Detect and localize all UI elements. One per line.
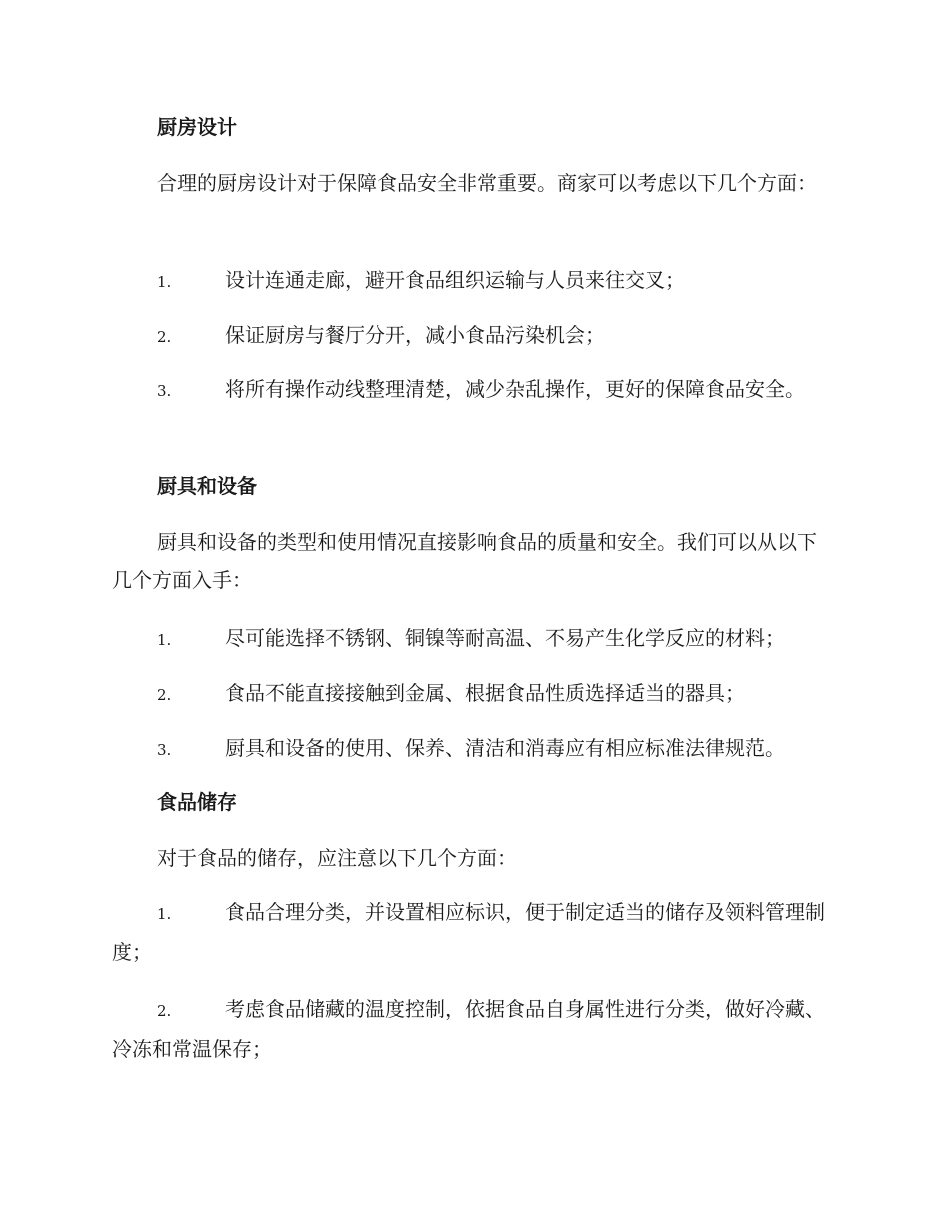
section-intro-kitchenware: 厨具和设备的类型和使用情况直接影响食品的质量和安全。我们可以从以下几个方面入手： <box>112 530 817 592</box>
list-item-number: 2. <box>157 1002 172 1020</box>
list-item <box>112 674 832 714</box>
list-item <box>112 893 832 971</box>
list-item-number: 3. <box>157 741 172 759</box>
list-item <box>112 729 832 769</box>
list-item-number: 1. <box>157 631 172 649</box>
list-item <box>112 261 832 301</box>
list-item-text: 设计连通走廊，避开食品组织运输与人员来往交叉； <box>225 268 685 292</box>
list-item-number: 1. <box>157 905 172 923</box>
list-item-number: 2. <box>157 328 172 346</box>
section-intro-kitchen-design: 合理的厨房设计对于保障食品安全非常重要。商家可以考虑以下几个方面： <box>157 171 817 195</box>
section-heading-kitchenware: 厨具和设备 <box>157 474 257 498</box>
list-item-number: 2. <box>157 686 172 704</box>
section-heading-kitchen-design: 厨房设计 <box>157 115 237 139</box>
list-item <box>112 370 832 410</box>
list-item-text: 保证厨房与餐厅分开，减小食品污染机会； <box>225 323 605 347</box>
list-item-text: 食品合理分类，并设置相应标识，便于制定适当的储存及领料管理制度； <box>112 900 825 964</box>
list-item-text: 厨具和设备的使用、保养、清洁和消毒应有相应标准法律规范。 <box>225 736 785 760</box>
list-item-text: 将所有操作动线整理清楚，减少杂乱操作，更好的保障食品安全。 <box>225 377 805 401</box>
list-item <box>112 990 832 1068</box>
list-item-text: 考虑食品储藏的温度控制，依据食品自身属性进行分类，做好冷藏、冷冻和常温保存； <box>112 997 825 1061</box>
section-intro-food-storage: 对于食品的储存，应注意以下几个方面： <box>157 846 517 870</box>
list-item-number: 3. <box>157 382 172 400</box>
list-item <box>112 619 832 659</box>
list-item <box>112 316 832 356</box>
section-heading-food-storage: 食品储存 <box>157 790 237 814</box>
list-item-number: 1. <box>157 273 172 291</box>
list-item-text: 尽可能选择不锈钢、铜镍等耐高温、不易产生化学反应的材料； <box>225 626 785 650</box>
list-item-text: 食品不能直接接触到金属、根据食品性质选择适当的器具； <box>225 681 745 705</box>
